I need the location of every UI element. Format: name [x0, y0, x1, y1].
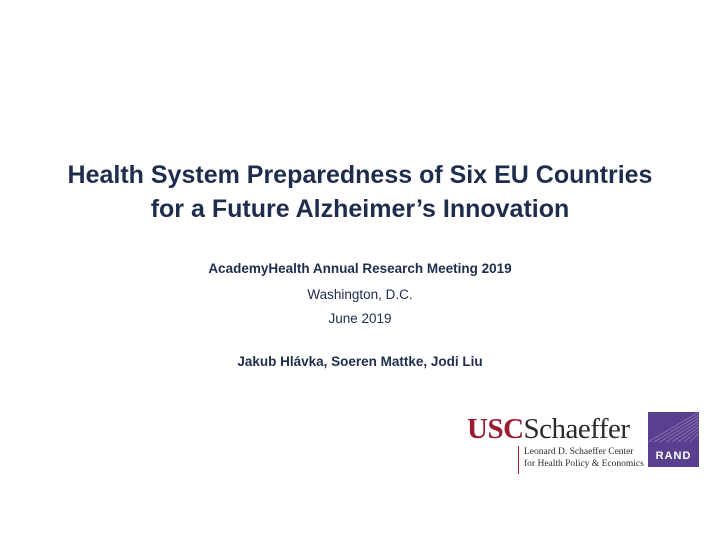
- slide-title-line-1: Health System Preparedness of Six EU Countries: [67, 161, 653, 189]
- rand-text: RAND: [655, 450, 692, 462]
- meeting-location: Washington, D.C.: [307, 287, 413, 302]
- authors: Jakub Hlávka, Soeren Mattke, Jodi Liu: [237, 354, 483, 369]
- usc-subtitle-line-1: Leonard D. Schaeffer Center: [524, 447, 634, 457]
- usc-subtitle-line-2: for Health Policy & Economics: [524, 459, 644, 469]
- usc-schaeffer-logo: [467, 412, 647, 472]
- slide-title-line-2: for a Future Alzheimer’s Innovation: [150, 195, 570, 223]
- meeting-date: June 2019: [328, 311, 392, 326]
- usc-schaeffer-wordmark: [467, 412, 630, 446]
- slide-title: [0, 158, 720, 226]
- usc-text: USC: [467, 413, 524, 445]
- logo-divider: [518, 446, 519, 474]
- rand-logo: [648, 412, 699, 467]
- meeting-name: AcademyHealth Annual Research Meeting 2019: [208, 261, 512, 276]
- usc-subtitle: [524, 446, 644, 470]
- schaeffer-text: Schaeffer: [523, 413, 630, 445]
